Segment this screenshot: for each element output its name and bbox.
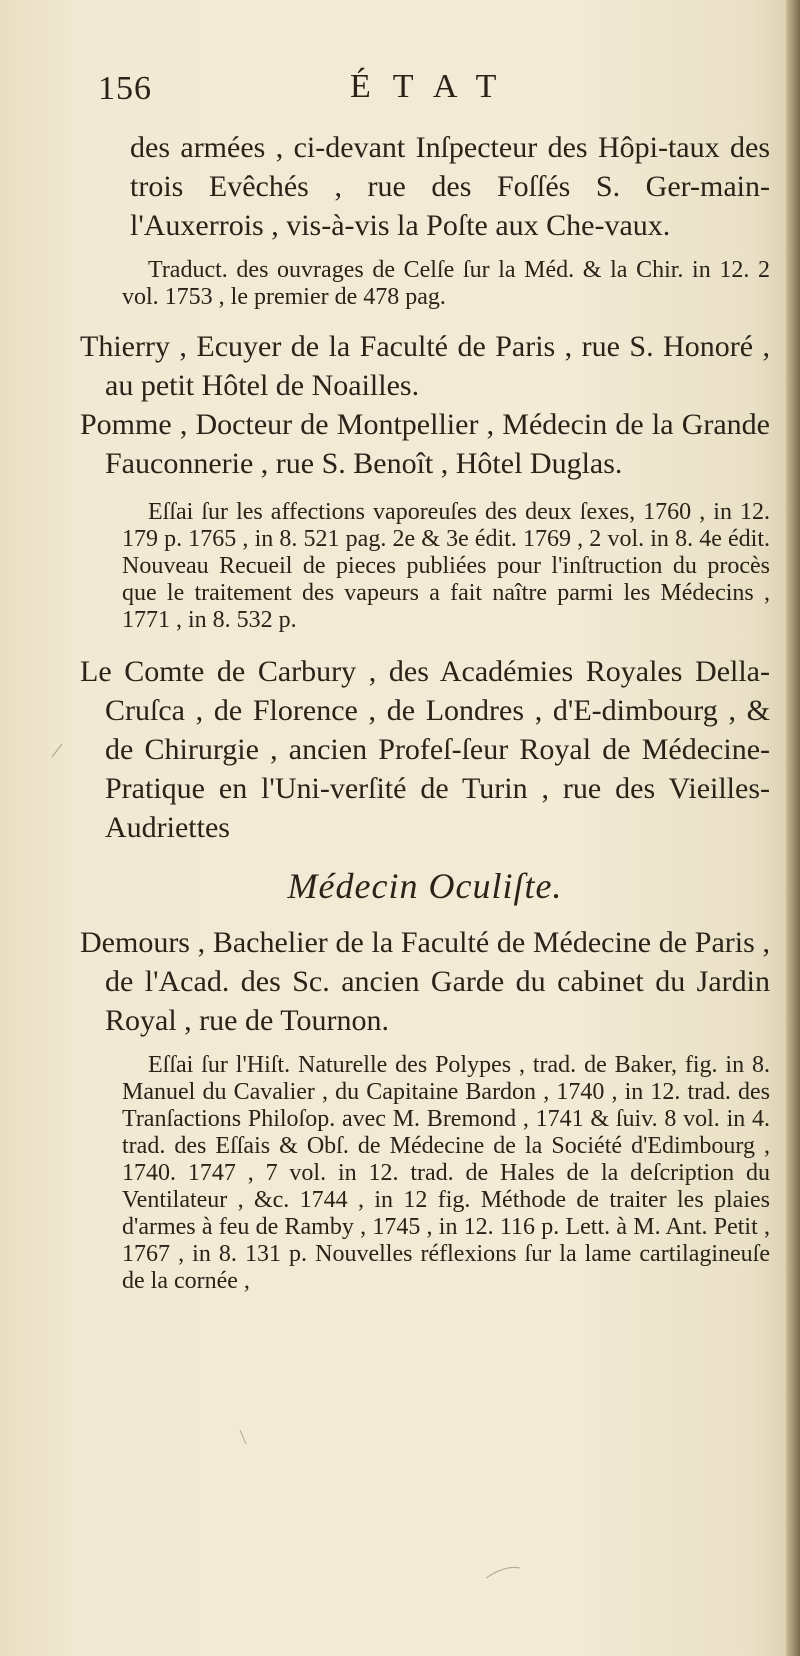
publication-note: Eſſai ſur les affections vaporeuſes des deux ſexes, 1760 , in 12. 179 p. 1765 , in 8. 521 pag. 2e & 3e édit. 1769 , 2 vol. in 8. 4e édit. Nouveau Recueil de pieces publiées pour l'inſtruction du procès que le traitement des vapeurs a fait naître parmi les Médecins , 1771 , in 8. 532 p. [122,499,770,633]
publication-note: Eſſai ſur l'Hiſt. Naturelle des Polypes , trad. de Baker, fig. in 8. Manuel du Cavalier , du Capitaine Bardon , 1740 , in 12. trad. des Tranſactions Philoſop. avec M. Bremond , 1741 & ſuiv. 8 vol. in 4. trad. des Eſſais & Obſ. de Médecine de la Société d'Edimbourg , 1740. 1747 , 7 vol. in 12. trad. de Hales de la deſcription du Ventilateur , &c. 1744 , in 12 fig. Méthode de traiter les plaies d'armes à feu de Ramby , 1745 , in 12. 116 p. Lett. à M. Ant. Petit , 1767 , in 8. 131 p. Nouvelles réflexions ſur la lame cartilagineuſe de la cornée , [122,1052,770,1294]
physician-entry-demours: Demours , Bachelier de la Faculté de Médecine de Paris , de l'Acad. des Sc. ancien Garde du cabinet du Jardin Royal , rue de Tournon. [80,926,770,1037]
page-number: 156 [98,70,152,107]
entry-continuation: des armées , ci-devant Inſpecteur des Hôpi-taux des trois Evêchés , rue des Foſſés S. Ger-main-l'Auxerrois , vis-à-vis la Poſte aux Che-vaux. [130,131,770,242]
paper-blemish [240,1430,246,1444]
paper-blemish [52,744,62,757]
publication-note: Traduct. des ouvrages de Celſe ſur la Méd. & la Chir. in 12. 2 vol. 1753 , le premier de 478 pag. [122,257,770,310]
running-title: ÉTAT [350,68,519,105]
page-body [80,128,770,1295]
physician-entry-pomme: Pomme , Docteur de Montpellier , Médecin de la Grande Fauconnerie , rue S. Benoît , Hôtel Duglas. [80,408,770,480]
section-heading: Médecin Oculiſte. [287,866,563,906]
physician-entry-carbury: Le Comte de Carbury , des Académies Royales Della-Cruſca , de Florence , de Londres , d'E-dimbourg , & de Chirurgie , ancien Profeſ-ſeur Royal de Médecine-Pratique en l'Uni-verſité de Turin , rue des Vieilles-Audriettes [80,655,770,844]
page-gutter-shadow [786,0,800,1656]
paper-blemish [486,1567,520,1578]
physician-entry-thierry: Thierry , Ecuyer de la Faculté de Paris , rue S. Honoré , au petit Hôtel de Noailles. [80,330,770,402]
running-head [88,62,728,112]
